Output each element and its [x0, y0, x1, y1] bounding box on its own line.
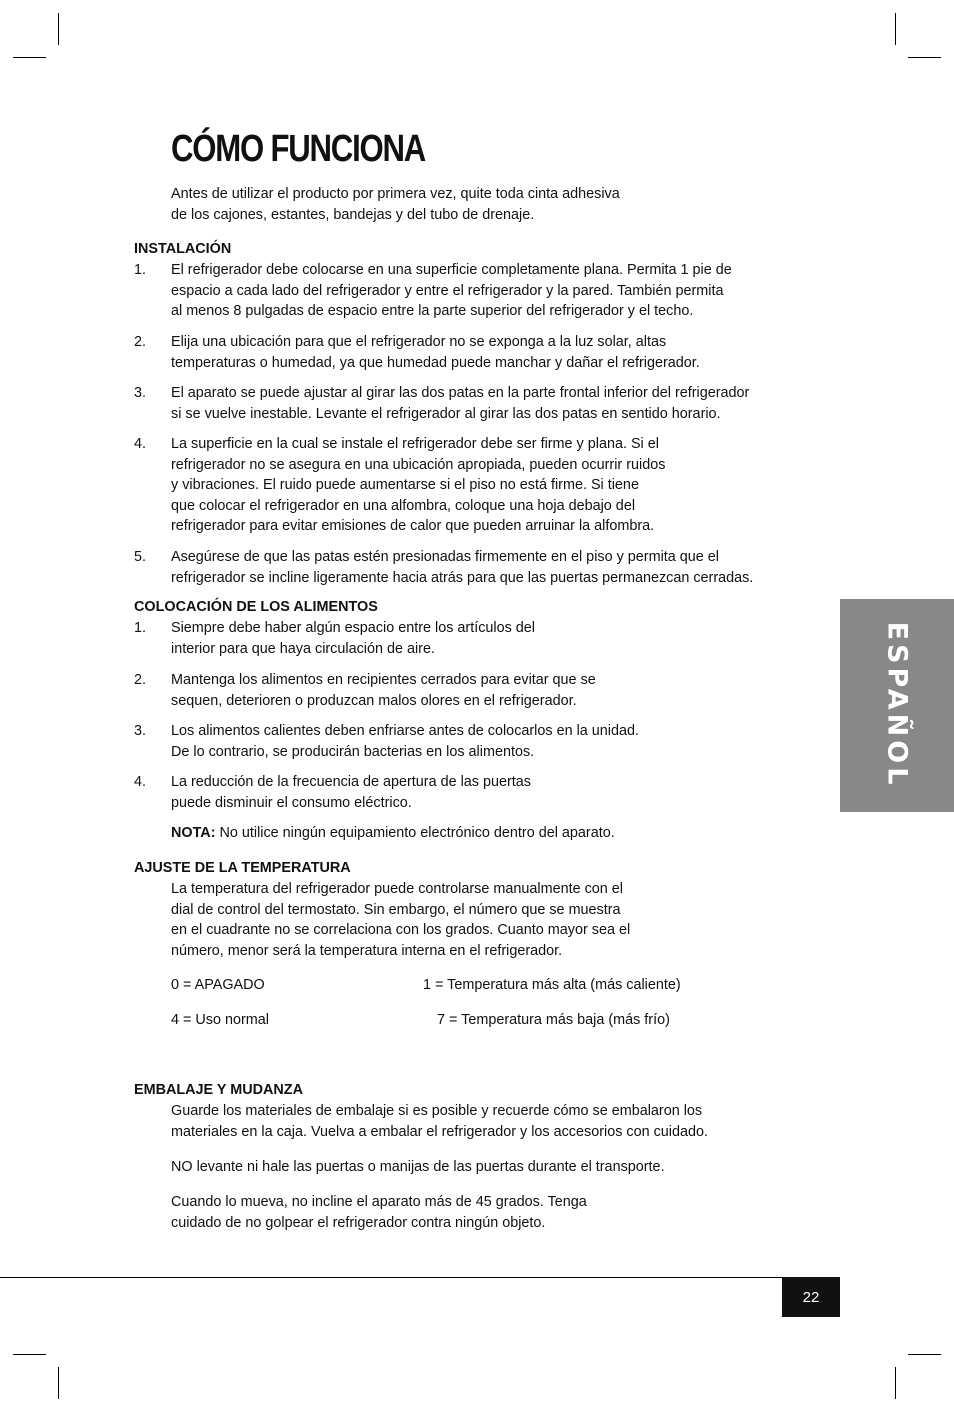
list-number: 4.: [134, 774, 147, 790]
list-item: Los alimentos calientes deben enfriarse antes de colocarlos en la unidad. De lo contrario, se producirán bacterias en los alimentos.: [171, 723, 639, 760]
list-item: El aparato se puede ajustar al girar las dos patas en la parte frontal inferior del refrigerador si se vuelve inestable. Levante el refrigerador al girar las dos patas en sentido horario.: [171, 385, 750, 422]
crop-mark: [908, 1354, 941, 1355]
crop-mark: [13, 57, 46, 58]
list-number: 3.: [134, 723, 147, 739]
list-item: La superficie en la cual se instale el refrigerador debe ser firme y plana. Si el refrigerador no se asegura en una ubicación apropiada, pueden ocurrir ruidos y vibraciones. El ruido puede aumentarse si el piso no está firme. Si tiene que colocar el refrigerador en una alfombra, coloque una hoja debajo del refrigerador para evitar emisiones de calor que pueden arruinar la alfombra.: [171, 436, 666, 534]
section-heading-ajuste: AJUSTE DE LA TEMPERATURA: [134, 860, 351, 876]
intro-paragraph: Antes de utilizar el producto por primera vez, quite toda cinta adhesiva de los cajones, estantes, bandejas y del tubo de drenaje.: [171, 186, 620, 223]
note: [171, 823, 615, 844]
setting-coldest: 7 = Temperatura más baja (más frío): [437, 1012, 670, 1028]
list-item: Elija una ubicación para que el refrigerador no se exponga a la luz solar, altas temperaturas o humedad, ya que humedad puede manchar y dañar el refrigerador.: [171, 334, 700, 371]
list-item: El refrigerador debe colocarse en una superficie completamente plana. Permita 1 pie de espacio a cada lado del refrigerador y entre el refrigerador y la pared. También permita al menos 8 pulgadas de espacio entre la parte superior del refrigerador y el techo.: [171, 262, 732, 319]
list-item: Siempre debe haber algún espacio entre los artículos del interior para que haya circulación de aire.: [171, 620, 535, 657]
note-label: NOTA:: [171, 825, 216, 841]
crop-mark: [908, 57, 941, 58]
ajuste-paragraph: La temperatura del refrigerador puede controlarse manualmente con el dial de control del termostato. Sin embargo, el número que se muestra en el cuadrante no se correlaciona con los grados. Cuanto mayor sea el número, menor será la temperatura interna en el refrigerador.: [171, 881, 631, 959]
note-text: No utilice ningún equipamiento electrónico dentro del aparato.: [215, 825, 615, 841]
list-number: 3.: [134, 385, 147, 401]
setting-warmest: 1 = Temperatura más alta (más caliente): [423, 977, 681, 993]
list-item: La reducción de la frecuencia de apertura de las puertas puede disminuir el consumo eléctrico.: [171, 774, 531, 811]
section-heading-embalaje: EMBALAJE Y MUDANZA: [134, 1082, 303, 1098]
language-tab: [840, 599, 954, 812]
embalaje-paragraph-1: Guarde los materiales de embalaje si es posible y recuerde cómo se embalaron los materiales en la caja. Vuelva a embalar el refrigerador y los accesorios con cuidado.: [171, 1103, 708, 1140]
list-number: 2.: [134, 672, 147, 688]
list-item: Mantenga los alimentos en recipientes cerrados para evitar que se sequen, deterioren o produzcan malos olores en el refrigerador.: [171, 672, 596, 709]
list-number: 1.: [134, 262, 147, 278]
list-number: 4.: [134, 436, 147, 452]
list-number: 5.: [134, 549, 147, 565]
crop-mark: [895, 1367, 896, 1399]
crop-mark: [13, 1354, 46, 1355]
section-heading-instalacion: INSTALACIÓN: [134, 241, 232, 257]
embalaje-paragraph-3: Cuando lo mueva, no incline el aparato más de 45 grados. Tenga cuidado de no golpear el refrigerador contra ningún objeto.: [171, 1194, 587, 1231]
embalaje-paragraph-2: NO levante ni hale las puertas o manijas de las puertas durante el transporte.: [171, 1159, 665, 1175]
crop-mark: [58, 13, 59, 45]
footer-rule: [0, 1277, 840, 1278]
list-item: Asegúrese de que las patas estén presionadas firmemente en el piso y permita que el refrigerador se incline ligeramente hacia atrás para que las puertas permanezcan cerradas.: [171, 549, 754, 586]
section-heading-colocacion: COLOCACIÓN DE LOS ALIMENTOS: [134, 599, 378, 615]
setting-normal: 4 = Uso normal: [171, 1012, 269, 1028]
crop-mark: [58, 1367, 59, 1399]
page-title: CÓMO FUNCIONA: [171, 128, 426, 170]
list-number: 1.: [134, 620, 147, 636]
language-tab-label: ESPAÑOL: [881, 621, 913, 789]
setting-off: 0 = APAGADO: [171, 977, 265, 993]
page-number: 22: [782, 1277, 840, 1317]
list-number: 2.: [134, 334, 147, 350]
crop-mark: [895, 13, 896, 45]
